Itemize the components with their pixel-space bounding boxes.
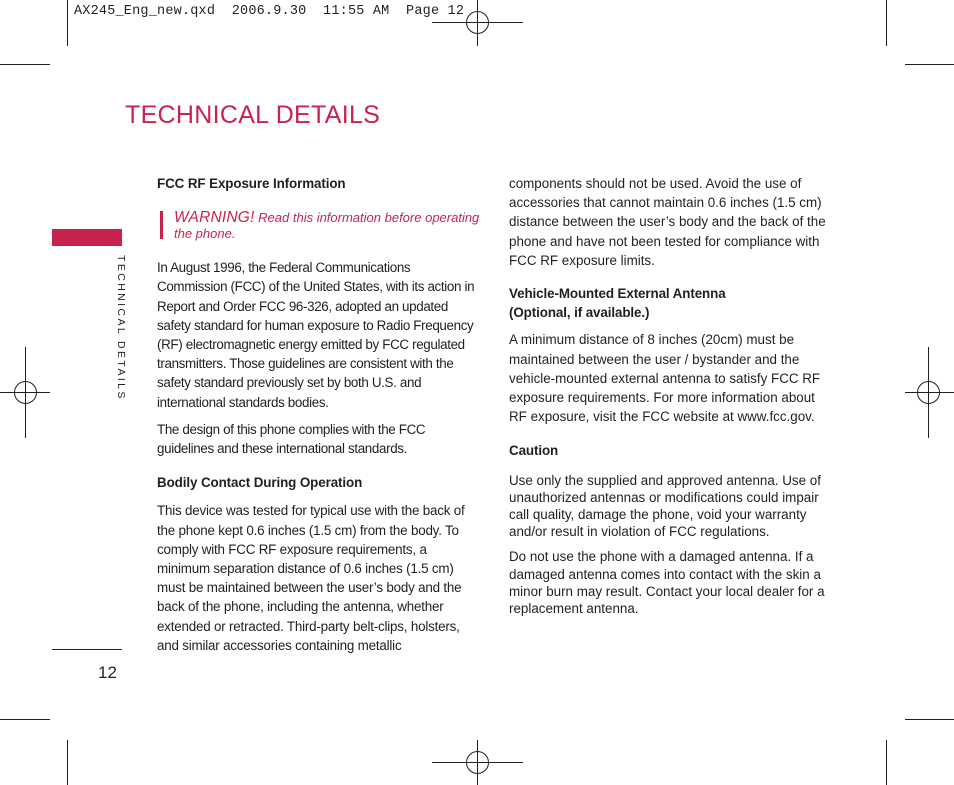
caution-heading: Caution [509,443,559,459]
section-tab [52,229,122,246]
left-column [157,172,482,655]
vehicle-antenna-paragraph: A minimum distance of 8 inches (20cm) must be maintained between the user / bystander and the vehicle-mounted external antenna to satisfy FCC RF exposure requirements. For more information about RF exposure, visit the FCC website at www.fcc.gov. [509,332,821,425]
warning-callout [157,210,482,242]
caution-paragraph-2: Do not use the phone with a damaged antenna. If a damaged antenna comes into contact with the skin a minor burn may result. Contact your local dealer for a replacement antenna. [509,549,825,617]
vehicle-antenna-subheading: (Optional, if available.) [509,305,650,321]
section-side-label: TECHNICAL DETAILS [115,255,127,401]
bodily-contact-paragraph: This device was tested for typical use with the back of the phone kept 0.6 inches (1.5 cm) from the body. To comply with FCC RF exposure requirements, a minimum separation distance of 0.6 inches (1.5 cm) must be maintained between the user’s body and the back of the phone, including the antenna, whether extended or retracted. Third-party belt-clips, holsters, and similar accessories containing metallic [157,503,465,653]
page-title: TECHNICAL DETAILS [125,101,381,129]
registration-mark-left [0,347,50,438]
caution-paragraph-1: Use only the supplied and approved antenna. Use of unauthorized antennas or modifications could impair call quality, damage the phone, void your warranty and/or result in violation of FCC regulations. [509,472,821,540]
continued-paragraph: components should not be used. Avoid the use of accessories that cannot maintain 0.6 inches (1.5 cm) distance between the user’s body and the back of the phone and have not been tested for compliance with FCC RF exposure limits. [509,176,826,268]
print-slug: AX245_Eng_new.qxd 2006.9.30 11:55 AM Page 12 [74,4,465,19]
warning-bar [160,211,163,239]
bodily-contact-heading: Bodily Contact During Operation [157,475,363,491]
fcc-rf-exposure-heading: FCC RF Exposure Information [157,176,346,191]
registration-mark-bottom [432,740,523,785]
right-column [509,172,834,617]
registration-mark-right [905,347,954,438]
warning-text: Read this information before operating the phone. [174,210,480,242]
vehicle-antenna-heading: Vehicle-Mounted External Antenna [509,286,726,302]
page-number-rule [52,649,122,650]
registration-mark-top [432,0,523,46]
warning-label: WARNING! [174,209,255,227]
fcc-paragraph-1: In August 1996, the Federal Communications Commission (FCC) of the United States, with its action in Report and Order FCC 96-326, adopted an updated safety standard for human exposure to Radio Frequency (RF) electromagnetic energy emitted by FCC regulated transmitters. Those guidelines are consistent with the safety standard previously set by both U.S. and international standards bodies. [157,260,475,410]
page-number: 12 [98,663,117,682]
fcc-paragraph-2: The design of this phone complies with the FCC guidelines and these international standards. [157,421,426,457]
